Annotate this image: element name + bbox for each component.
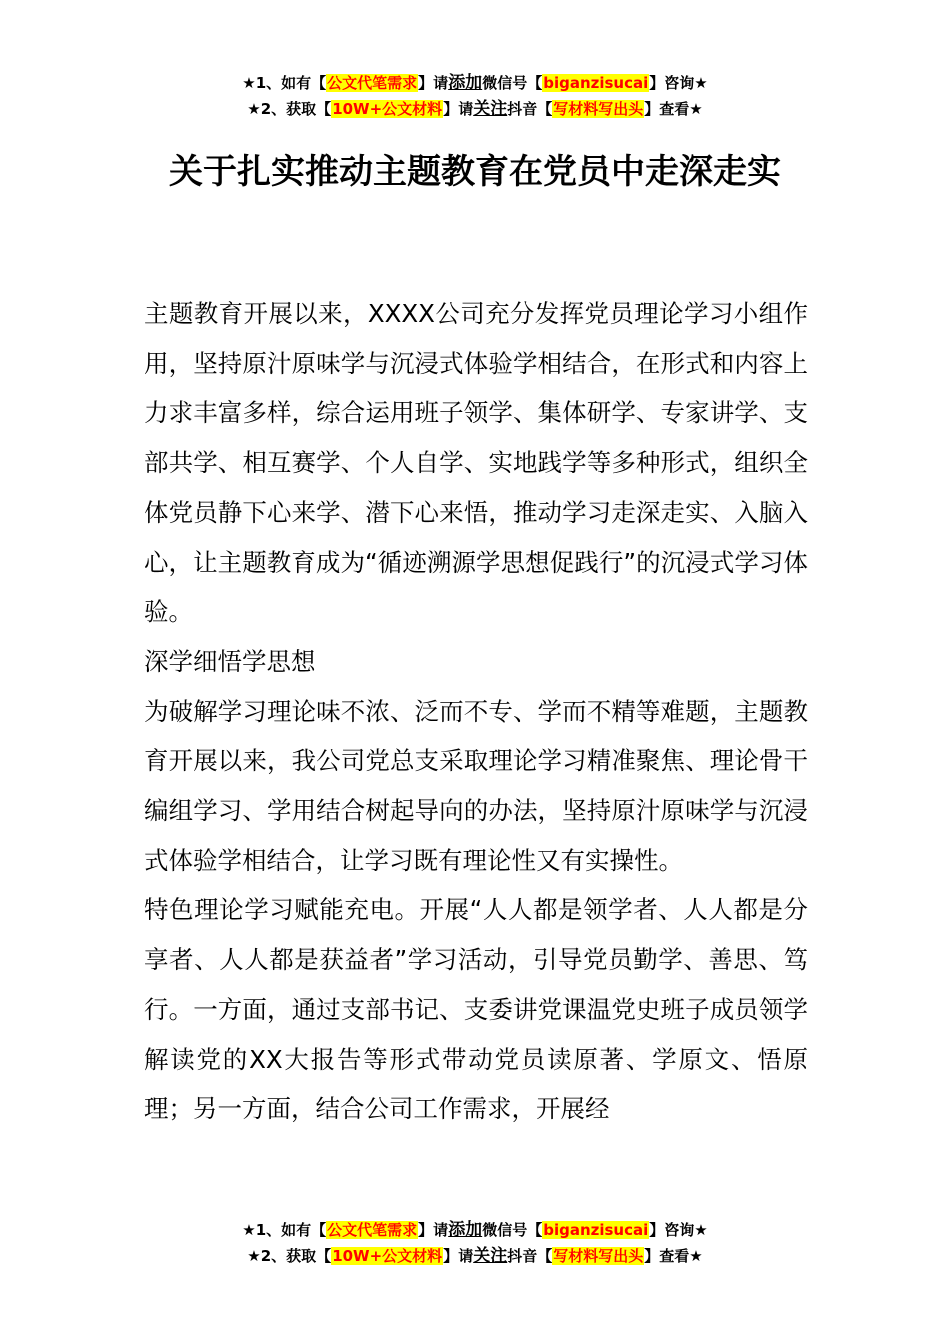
promo-text: ★1、如有【 <box>242 1221 327 1239</box>
promo-douyin-account: 写材料写出头 <box>553 1247 644 1265</box>
promo-text: 】请 <box>443 100 474 118</box>
section-heading: 深学细悟学思想 <box>144 646 316 676</box>
promo-line-1 <box>0 70 950 96</box>
body-paragraph: 主题教育开展以来，XXXX公司充分发挥党员理论学习小组作用，坚持原汁原味学与沉浸式体验学相结合，在形式和内容上力求丰富多样，综合运用班子领学、集体研学、专家讲学、支部共学、相互赛学、个人自学、实地践学等多种形式，组织全体党员静下心来学、潜下心来悟，推动学习走深走实、入脑入心，让主题教育成为“循迹溯源学思想促践行”的沉浸式学习体验。 <box>144 299 808 627</box>
promo-text: 】咨询★ <box>649 1221 708 1239</box>
promo-underline: 添加 <box>448 1220 483 1240</box>
promo-highlight: 10W+公文材料 <box>332 1247 443 1265</box>
promo-douyin-account: 写材料写出头 <box>553 100 644 118</box>
promo-line-2 <box>0 96 950 122</box>
promo-text: 】请 <box>418 74 449 92</box>
promo-text: 】查看★ <box>644 1247 703 1265</box>
promo-underline: 添加 <box>448 73 483 93</box>
document-title: 关于扎实推动主题教育在党员中走深走实 <box>169 152 781 192</box>
promo-text: 抖音【 <box>507 1247 553 1265</box>
promo-text: ★2、获取【 <box>247 100 332 118</box>
body-paragraph: 为破解学习理论味不浓、泛而不专、学而不精等难题，主题教育开展以来，我公司党总支采取理论学习精准聚焦、理论骨干编组学习、学用结合树起导向的办法，坚持原汁原味学与沉浸式体验学相结合，让学习既有理论性又有实操性。 <box>144 696 808 875</box>
promo-text: 抖音【 <box>507 100 553 118</box>
promo-banner-top <box>0 70 950 122</box>
promo-underline: 关注 <box>473 99 508 119</box>
promo-text: 】请 <box>443 1247 474 1265</box>
promo-text: 】咨询★ <box>649 74 708 92</box>
promo-text: 微信号【 <box>482 74 543 92</box>
document-body <box>144 289 808 1134</box>
promo-text: 微信号【 <box>482 1221 543 1239</box>
promo-text: ★2、获取【 <box>247 1247 332 1265</box>
promo-highlight: 公文代笔需求 <box>327 74 418 92</box>
promo-highlight: 10W+公文材料 <box>332 100 443 118</box>
promo-highlight: 公文代笔需求 <box>327 1221 418 1239</box>
promo-wechat-id: biganzisucai <box>543 74 649 92</box>
promo-line-1 <box>0 1217 950 1243</box>
promo-text: 】请 <box>418 1221 449 1239</box>
promo-wechat-id: biganzisucai <box>543 1221 649 1239</box>
promo-text: 】查看★ <box>644 100 703 118</box>
body-paragraph: 特色理论学习赋能充电。开展“人人都是领学者、人人都是分享者、人人都是获益者”学习活动，引导党员勤学、善思、笃行。一方面，通过支部书记、支委讲党课温党史班子成员领学解读党的XX大报告等形式带动党员读原著、学原文、悟原理；另一方面，结合公司工作需求，开展经 <box>144 895 808 1124</box>
promo-banner-bottom <box>0 1217 950 1269</box>
promo-text: ★1、如有【 <box>242 74 327 92</box>
promo-underline: 关注 <box>473 1246 508 1266</box>
promo-line-2 <box>0 1243 950 1269</box>
